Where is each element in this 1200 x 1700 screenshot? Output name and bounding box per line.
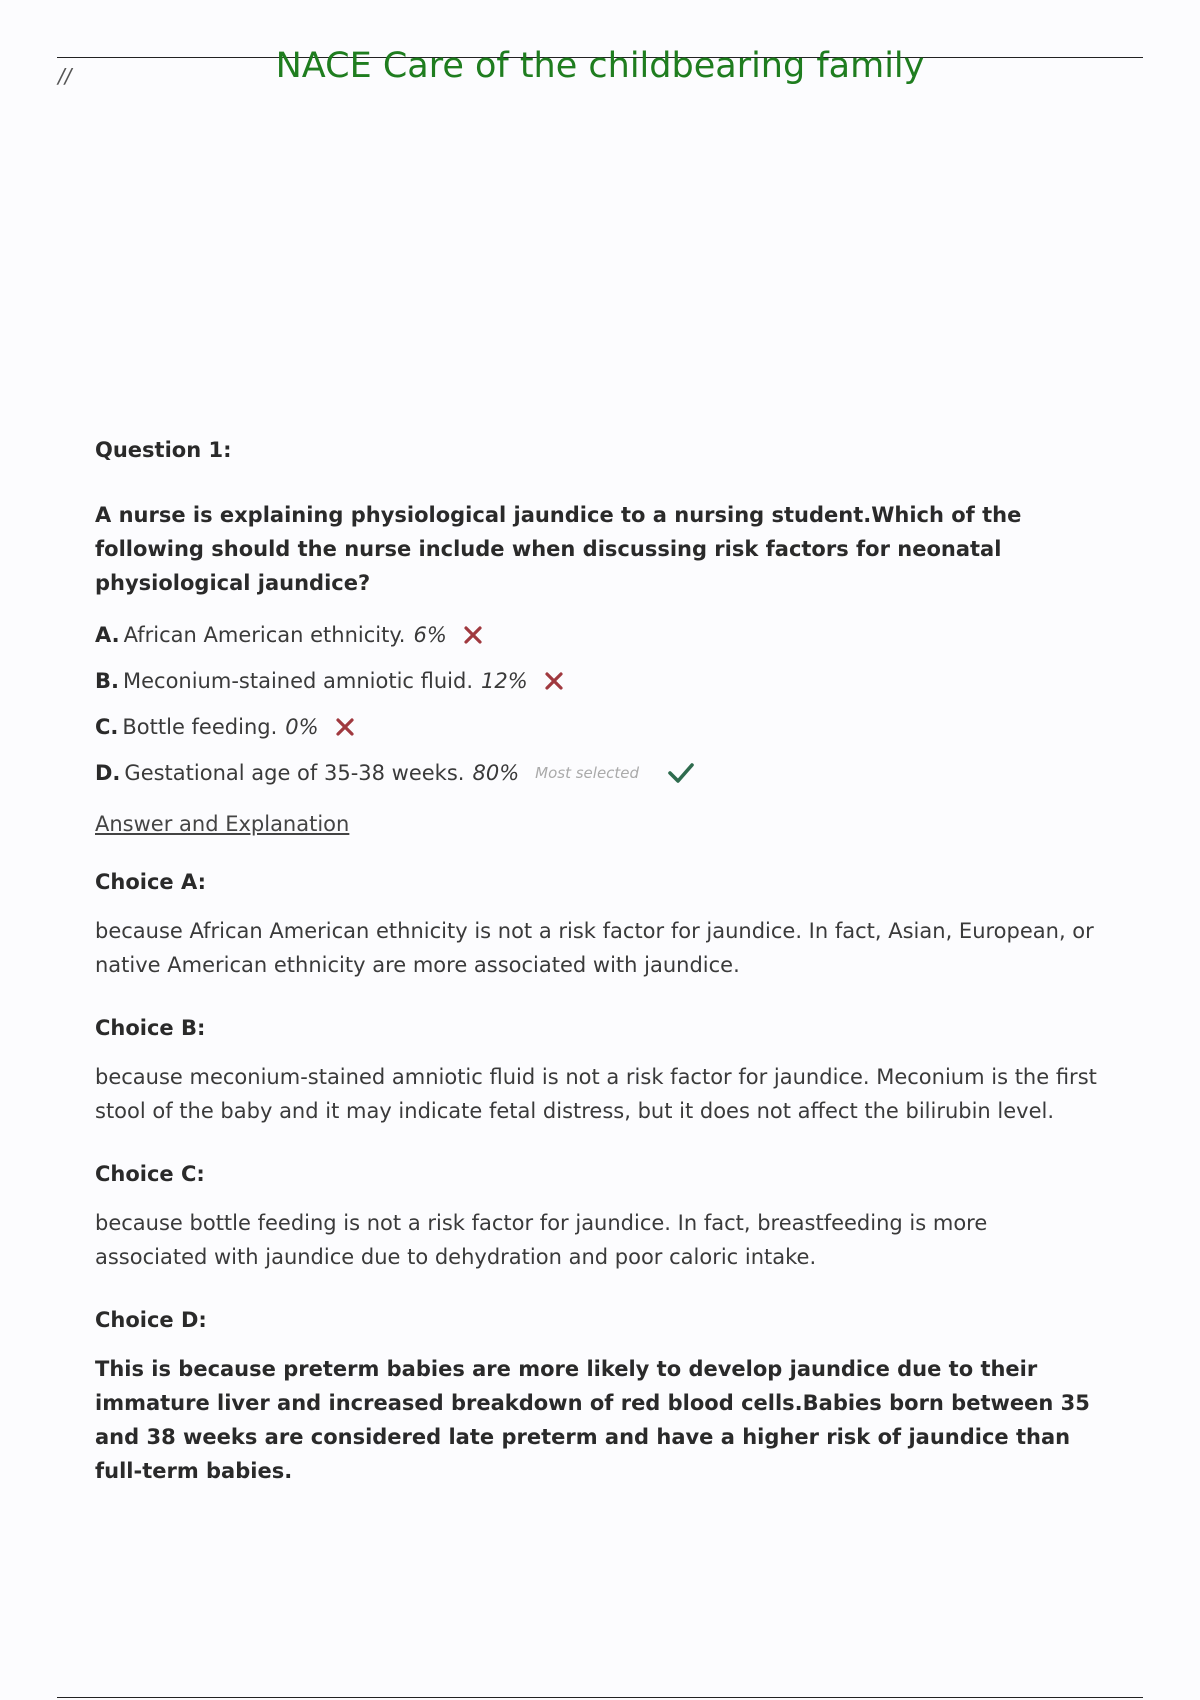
answer-option-b[interactable]: [95, 658, 1105, 704]
answer-explanation-link[interactable]: Answer and Explanation: [95, 812, 350, 836]
option-letter: D.: [95, 761, 121, 785]
choice-label: Choice B:: [95, 1016, 206, 1040]
choice-text: because African American ethnicity is not a risk factor for jaundice. In fact, Asian, European, or native American ethnicity are more associated with jaundice.: [95, 919, 1094, 977]
choice-text: This is because preterm babies are more likely to develop jaundice due to their immature liver and increased breakdown of red blood cells.Babies born between 35 and 38 weeks are considered late preterm and have a higher risk of jaundice than full-term babies.: [95, 1357, 1090, 1483]
page-marker: //: [58, 64, 72, 88]
x-icon: [544, 671, 564, 691]
answer-option-c[interactable]: [95, 704, 1105, 750]
explanation-choice-a: [95, 870, 1105, 982]
question-number: Question 1:: [95, 438, 232, 462]
choice-label: Choice D:: [95, 1308, 207, 1332]
page-title: NACE Care of the childbearing family: [275, 46, 925, 86]
answer-option-a[interactable]: [95, 612, 1105, 658]
footer-rule: [57, 1697, 1143, 1698]
choice-text: because bottle feeding is not a risk factor for jaundice. In fact, breastfeeding is more associated with jaundice due to dehydration and poor caloric intake.: [95, 1211, 988, 1269]
explanation-choice-c: [95, 1162, 1105, 1274]
explanation-choice-b: [95, 1016, 1105, 1128]
x-icon: [335, 717, 355, 737]
option-text: Meconium-stained amniotic fluid.: [122, 669, 474, 693]
option-text: African American ethnicity.: [123, 623, 406, 647]
explanation-choice-d: [95, 1308, 1105, 1488]
most-selected-badge: Most selected: [535, 764, 640, 782]
option-letter: B.: [95, 669, 119, 693]
answer-option-d[interactable]: [95, 750, 1105, 796]
option-percent: 6%: [413, 623, 447, 647]
option-percent: 80%: [472, 761, 520, 785]
option-text: Gestational age of 35-38 weeks.: [124, 761, 465, 785]
x-icon: [463, 625, 483, 645]
choice-label: Choice C:: [95, 1162, 205, 1186]
choice-label: Choice A:: [95, 870, 207, 894]
option-letter: A.: [95, 623, 120, 647]
answer-options: [95, 612, 1105, 796]
question-card: [95, 438, 1105, 1522]
option-text: Bottle feeding.: [122, 715, 278, 739]
check-icon: [667, 761, 695, 785]
option-letter: C.: [95, 715, 119, 739]
option-percent: 12%: [481, 669, 528, 693]
choice-text: because meconium-stained amniotic fluid is not a risk factor for jaundice. Meconium is the first stool of the baby and it may indicate fetal distress, but it does not affect the bilirubin level.: [95, 1065, 1097, 1123]
question-text: A nurse is explaining physiological jaundice to a nursing student.Which of the following should the nurse include when discussing risk factors for neonatal physiological jaundice?: [95, 503, 1022, 595]
option-percent: 0%: [285, 715, 319, 739]
